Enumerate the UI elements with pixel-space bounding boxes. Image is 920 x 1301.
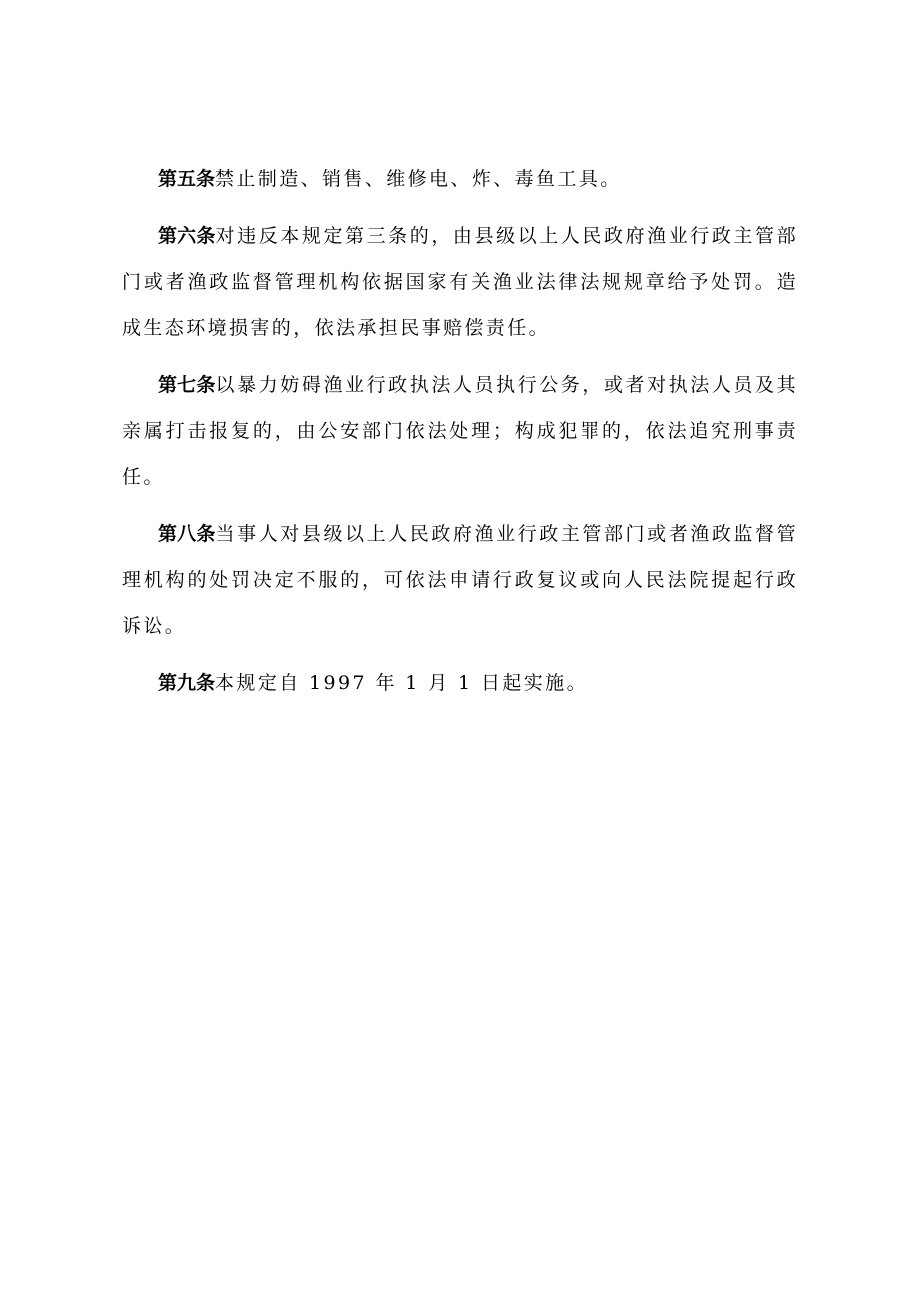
article-5 bbox=[122, 156, 798, 202]
article-text: 以暴力妨碍渔业行政执法人员执行公务，或者对执法人员及其亲属打击报复的，由公安部门依法处理；构成犯罪的，依法追究刑事责任。 bbox=[122, 374, 798, 488]
article-number: 第八条 bbox=[158, 523, 216, 545]
document-body bbox=[122, 156, 798, 717]
article-number: 第六条 bbox=[158, 225, 216, 247]
article-text: 本规定自 1997 年 1 月 1 日起实施。 bbox=[215, 672, 588, 694]
article-6 bbox=[122, 213, 798, 351]
article-number: 第九条 bbox=[158, 672, 216, 694]
article-9 bbox=[122, 660, 798, 706]
article-text: 禁止制造、销售、维修电、炸、毒鱼工具。 bbox=[215, 168, 622, 190]
article-8 bbox=[122, 511, 798, 649]
article-text: 当事人对县级以上人民政府渔业行政主管部门或者渔政监督管理机构的处罚决定不服的，可依法申请行政复议或向人民法院提起行政诉讼。 bbox=[122, 523, 798, 637]
article-number: 第七条 bbox=[158, 374, 216, 396]
article-number: 第五条 bbox=[158, 168, 216, 190]
article-7 bbox=[122, 362, 798, 500]
article-text: 对违反本规定第三条的，由县级以上人民政府渔业行政主管部门或者渔政监督管理机构依据国家有关渔业法律法规规章给予处罚。造成生态环境损害的，依法承担民事赔偿责任。 bbox=[122, 225, 798, 339]
